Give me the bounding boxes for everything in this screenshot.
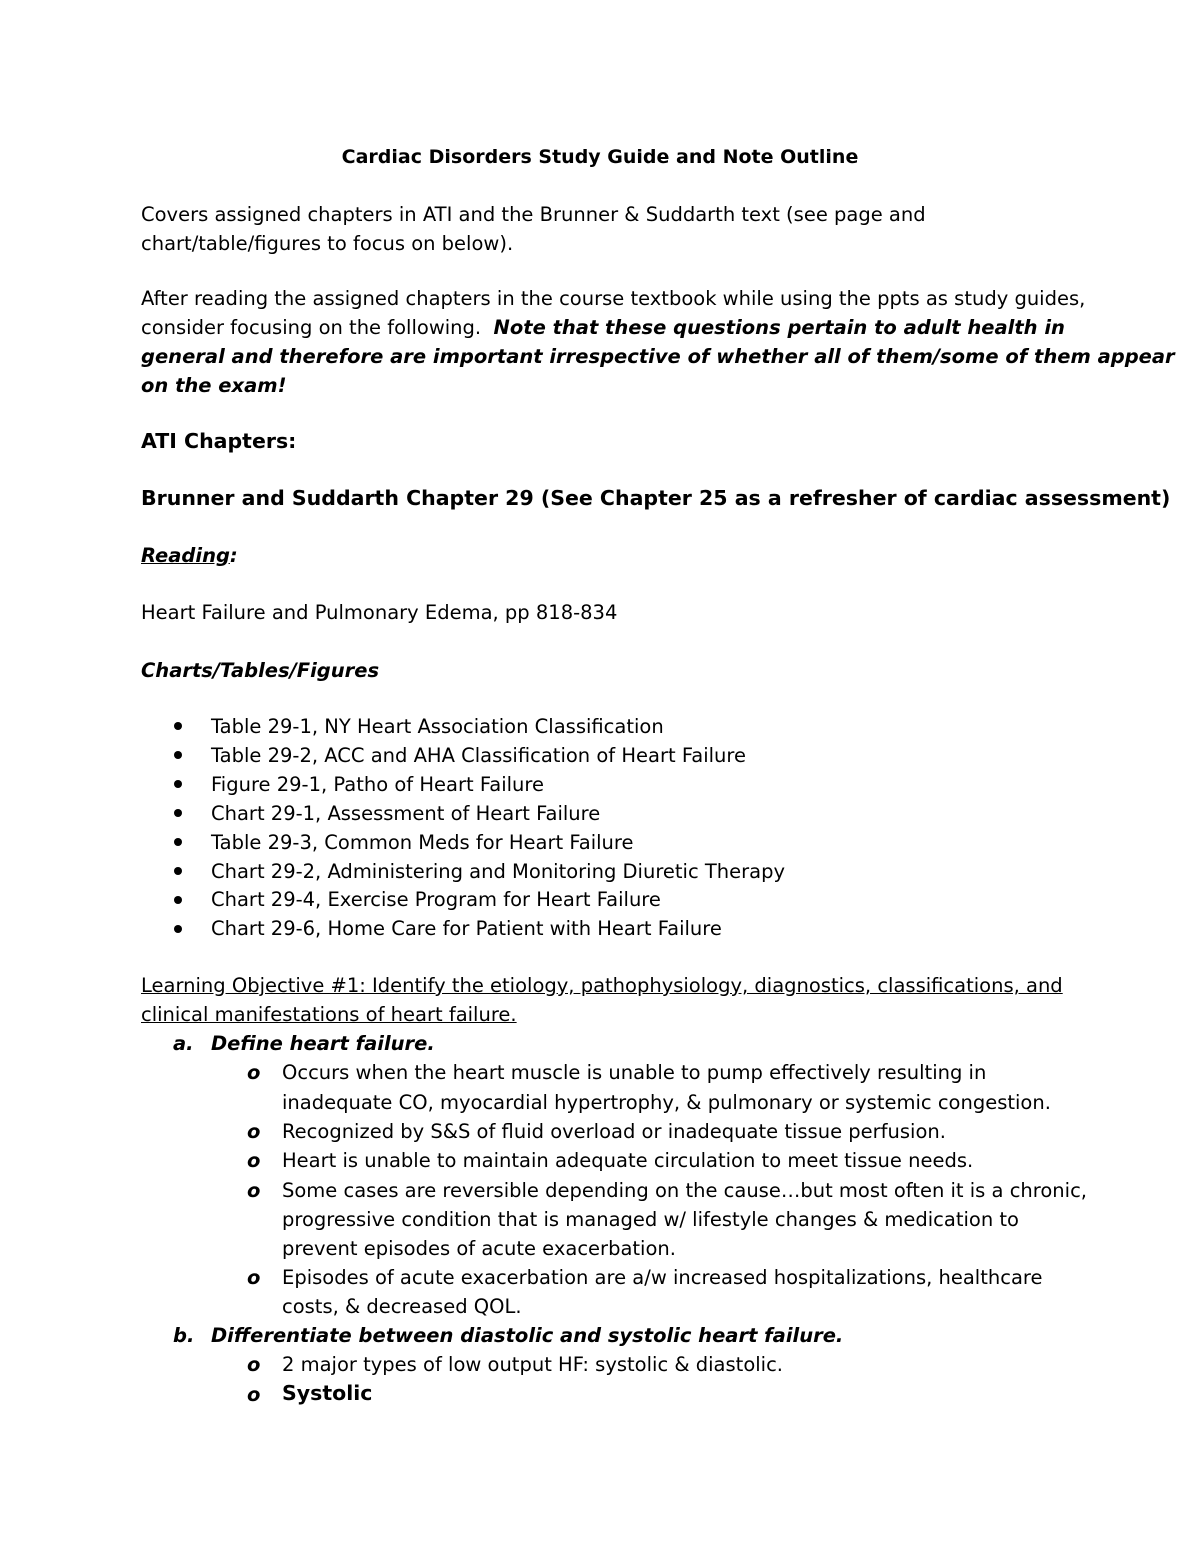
instructions-emphasis: Note that these questions pertain to adult health in — [493, 316, 1065, 339]
page-title: Cardiac Disorders Study Guide and Note Outline — [341, 146, 859, 168]
bullet-dot-icon — [174, 722, 182, 730]
list-item: Chart 29-2, Administering and Monitoring Diuretic Therapy — [211, 860, 786, 883]
reading-heading — [141, 541, 238, 570]
list-item: Table 29-3, Common Meds for Heart Failure — [211, 831, 634, 854]
reading-item: Heart Failure and Pulmonary Edema, pp 818-834 — [141, 601, 618, 624]
intro-line-1: Covers assigned chapters in ATI and the Brunner & Suddarth text (see page and — [141, 203, 926, 226]
list-item: Occurs when the heart muscle is unable to pump effectively resulting in — [282, 1061, 987, 1084]
section-b-marker: b. — [173, 1324, 195, 1347]
sub-bullet-marker: o — [247, 1149, 261, 1172]
list-item: Some cases are reversible depending on the cause…but most often it is a chronic, — [282, 1179, 1087, 1202]
sub-bullet-marker: o — [247, 1179, 261, 1202]
list-item: Chart 29-4, Exercise Program for Heart Failure — [211, 888, 661, 911]
list-item-continuation: inadequate CO, myocardial hypertrophy, & pulmonary or systemic congestion. — [282, 1091, 1051, 1114]
sub-bullet-marker: o — [247, 1383, 261, 1406]
intro-line-2: chart/table/figures to focus on below). — [141, 232, 514, 255]
list-item: Recognized by S&S of fluid overload or inadequate tissue perfusion. — [282, 1120, 946, 1143]
list-item: Figure 29-1, Patho of Heart Failure — [211, 773, 544, 796]
section-b-heading: Differentiate between diastolic and systolic heart failure. — [211, 1324, 844, 1347]
instructions-line-1: After reading the assigned chapters in the course textbook while using the ppts as study guides, — [141, 287, 1086, 310]
instructions-line-4: on the exam! — [141, 374, 287, 397]
list-item: Table 29-1, NY Heart Association Classification — [211, 715, 664, 738]
sub-bullet-marker: o — [247, 1120, 261, 1143]
objective-line-1: Learning Objective #1: Identify the etiology, pathophysiology, diagnostics, classifications, and — [141, 974, 1063, 997]
list-item-continuation: progressive condition that is managed w/ lifestyle changes & medication to — [282, 1208, 1019, 1231]
list-item: Chart 29-1, Assessment of Heart Failure — [211, 802, 601, 825]
list-item: Heart is unable to maintain adequate circulation to meet tissue needs. — [282, 1149, 974, 1172]
bullet-dot-icon — [174, 751, 182, 759]
sub-bullet-marker: o — [247, 1266, 261, 1289]
list-item: Chart 29-6, Home Care for Patient with Heart Failure — [211, 917, 722, 940]
bullet-dot-icon — [174, 838, 182, 846]
section-a-heading: Define heart failure. — [211, 1032, 435, 1055]
bullet-dot-icon — [174, 809, 182, 817]
list-item: 2 major types of low output HF: systolic & diastolic. — [282, 1353, 784, 1376]
list-item-continuation: prevent episodes of acute exacerbation. — [282, 1237, 676, 1260]
bullet-dot-icon — [174, 780, 182, 788]
sub-bullet-marker: o — [247, 1061, 261, 1084]
instructions-plain: consider focusing on the following. — [141, 316, 482, 339]
list-item: Table 29-2, ACC and AHA Classification of Heart Failure — [211, 744, 746, 767]
ati-heading: ATI Chapters: — [141, 429, 297, 453]
section-a-marker: a. — [173, 1032, 194, 1055]
objective-line-2: clinical manifestations of heart failure. — [141, 1003, 517, 1026]
list-item: Episodes of acute exacerbation are a/w increased hospitalizations, healthcare — [282, 1266, 1043, 1289]
brunner-heading: Brunner and Suddarth Chapter 29 (See Chapter 25 as a refresher of cardiac assessment) — [141, 486, 1171, 510]
charts-heading: Charts/Tables/Figures — [141, 659, 380, 682]
systolic-heading: Systolic — [282, 1381, 373, 1405]
bullet-dot-icon — [174, 925, 182, 933]
instructions-line-3: general and therefore are important irrespective of whether all of them/some of them appear — [141, 345, 1175, 368]
bullet-dot-icon — [174, 896, 182, 904]
list-item-continuation: costs, & decreased QOL. — [282, 1295, 522, 1318]
bullet-dot-icon — [174, 867, 182, 875]
sub-bullet-marker: o — [247, 1353, 261, 1376]
reading-label: Reading — [141, 544, 230, 567]
instructions-line-2 — [141, 313, 1065, 342]
reading-colon: : — [229, 544, 238, 567]
